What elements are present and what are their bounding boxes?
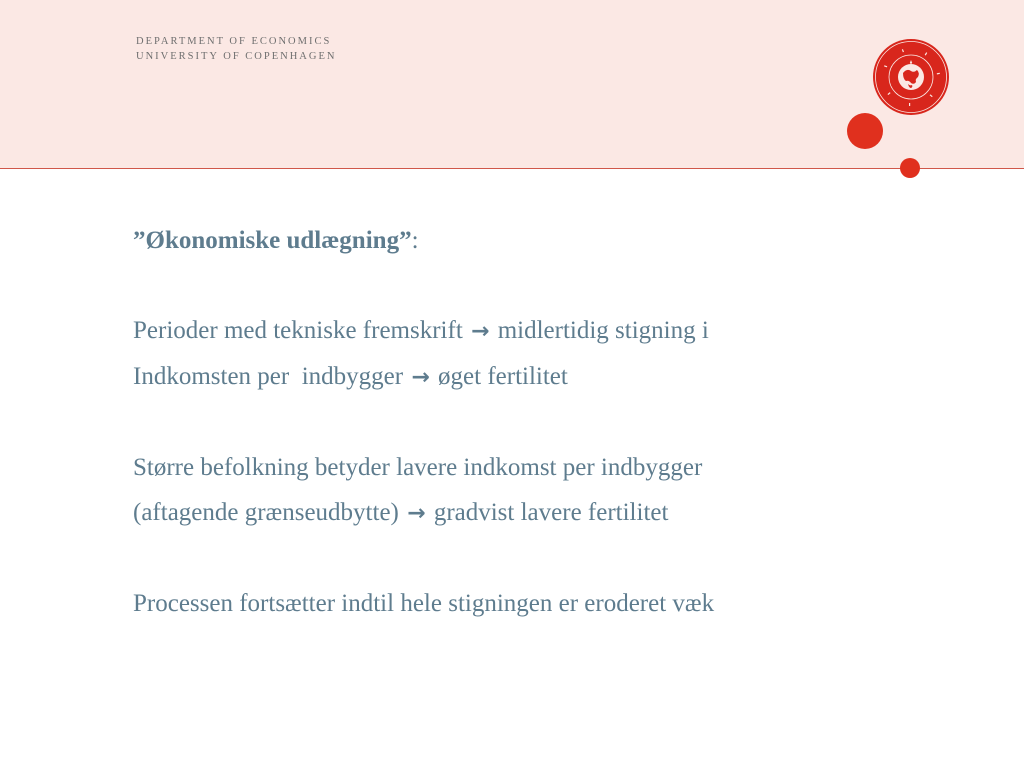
slide-content [133, 218, 993, 626]
paragraph-technical-progress [133, 308, 993, 400]
paragraph-population [133, 445, 993, 536]
header-band [0, 0, 1024, 169]
para1-line1-start: Perioder med tekniske fremskrift [133, 317, 463, 344]
para2-line2-start: (aftagende grænseudbytte) [133, 499, 399, 526]
decorative-dot-small [900, 158, 920, 178]
university-seal-logo [872, 38, 950, 116]
spacer [133, 400, 993, 445]
para3-line1: Processen fortsætter indtil hele stigningen er eroderet væk [133, 590, 715, 617]
para2-line2-end: gradvist lavere fertilitet [433, 499, 669, 526]
spacer [133, 536, 993, 581]
para1-line1-end: midlertidig stigning i [497, 317, 709, 344]
para1-line2-start: Indkomsten per indbygger [133, 363, 404, 390]
slide-heading [133, 218, 993, 263]
decorative-dot-large [847, 113, 883, 149]
para2-line1: Større befolkning betyder lavere indkomst per indbygger [133, 454, 703, 481]
heading-text: ”Økonomiske udlægning” [133, 227, 412, 254]
university-name: UNIVERSITY OF COPENHAGEN [136, 51, 337, 62]
department-name: DEPARTMENT OF ECONOMICS [136, 36, 332, 47]
right-arrow-icon: → [407, 501, 426, 526]
paragraph-process [133, 581, 993, 626]
right-arrow-icon: → [471, 319, 490, 344]
heading-colon: : [411, 227, 419, 254]
right-arrow-icon: → [411, 365, 430, 390]
para1-line2-end: øget fertilitet [438, 363, 568, 390]
spacer [133, 263, 993, 308]
